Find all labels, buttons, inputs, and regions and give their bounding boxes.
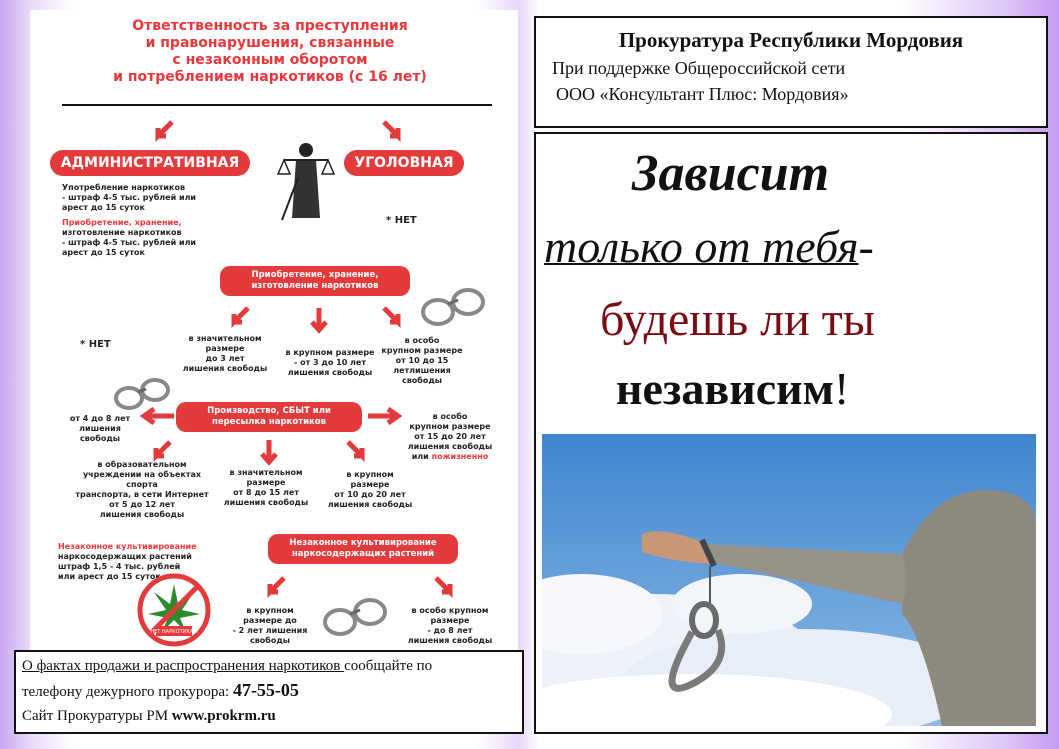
prod-edu-text: в образовательном учреждении на объектах спорта транспорта, в сети Интернет от 5 до 12 лет лишения свободы [75, 460, 209, 519]
cult-large-text: в крупном размере до - 2 лет лишения свободы [232, 606, 308, 645]
prod-left-text: от 4 до 8 лет лишения свободы [69, 414, 131, 443]
slogan-line-2: только от тебя- [544, 221, 874, 272]
contact-line-1: О фактах продажи и распространения наркотиков сообщайте по [22, 658, 433, 674]
slogan-line-1: Зависит [632, 145, 830, 202]
criminal-liability-label: УГОЛОВНАЯ [344, 150, 464, 176]
prod-right-text: в особо крупном размере от 15 до 20 лет лишения свободы или пожизненно [407, 412, 493, 461]
admin-acq-text: Приобретение, хранение, изготовление наркотиков - штраф 4-5 тыс. рублей или арест до 15 суток [62, 218, 197, 257]
prod-sig-text: в значительном размере от 8 до 15 лет лишения свободы [223, 468, 309, 507]
handcuffed-arm-photo [542, 434, 1036, 726]
slogan-box [534, 132, 1048, 734]
support-line-2: ООО «Консультант Плюс: Мордовия» [556, 84, 849, 104]
admin-none-note: * НЕТ [80, 339, 111, 350]
arrow-left-icon [140, 406, 176, 426]
acq-xlarge-text: в особо крупном размере от 10 до 15 летлишения свободы [381, 336, 463, 385]
cult-admin-text: Незаконное культивирование наркосодержащих растений штраф 1,5 - 4 тыс. рублей или арест до 15 суток [58, 542, 197, 581]
handcuffs-icon [418, 278, 488, 334]
slogan-line-3: будешь ли ты [600, 293, 876, 346]
stamp-text: НЕТ НАРКОТИКАМ [150, 629, 198, 635]
site-link[interactable]: www.prokrm.ru [171, 708, 276, 724]
admin-use-text: Употребление наркотиков - штраф 4-5 тыс. рублей или арест до 15 суток [62, 183, 197, 212]
phone-number: 47-55-05 [232, 680, 299, 700]
acq-sig-text: в значительном размере до 3 лет лишения свободы [182, 334, 268, 373]
arrow-down-icon [306, 306, 332, 336]
arrow-down-right-icon-2 [380, 306, 406, 332]
arrow-down-left-icon-2 [226, 306, 252, 332]
handcuffs-icon-3 [320, 588, 390, 644]
admin-liability-label: АДМИНИСТРАТИВНАЯ [50, 150, 250, 176]
arrow-right-icon [366, 406, 402, 426]
header-box [534, 16, 1048, 128]
prod-large-text: в крупном размере от 10 до 20 лет лишения свободы [327, 470, 413, 509]
arrow-down-right-icon-3 [344, 440, 370, 466]
arrow-down-left-icon [150, 120, 176, 146]
contact-line-3: Сайт Прокуратуры РМ www.prokrm.ru [22, 708, 276, 724]
arrow-down-right-icon-4 [432, 576, 458, 602]
cultivation-pill: Незаконное культивирование наркосодержащих растений [268, 534, 458, 564]
arrow-down-icon-2 [256, 438, 282, 468]
themis-icon [274, 138, 338, 222]
org-title: Прокуратура Республики Мордовия [618, 28, 964, 52]
contact-box [14, 650, 524, 734]
arrow-down-right-icon [380, 120, 406, 146]
acq-large-text: в крупном размере - от 3 до 10 лет лишения свободы [285, 348, 375, 377]
report-link[interactable]: О фактах продажи и распространения наркотиков [22, 658, 345, 674]
contact-line-2: телефону дежурного прокурора: 47-55-05 [22, 680, 299, 700]
no-drugs-stamp-icon [134, 570, 214, 650]
support-line-1: При поддержке Общероссийской сети [552, 58, 846, 78]
criminal-none-note: * НЕТ [386, 215, 417, 226]
slogan-line-4: независим! [616, 363, 850, 414]
poster-title: Ответственность за преступления и правонарушения, связанные с незаконным оборотом и потреблением наркотиков (с 16 лет) [113, 18, 427, 85]
acq-pill: Приобретение, хранение, изготовление наркотиков [220, 266, 410, 296]
production-pill: Производство, СБЫТ или пересылка наркотиков [176, 402, 362, 432]
arrow-down-left-icon-4 [262, 576, 288, 602]
drug-liability-poster [30, 10, 518, 650]
title-rule [62, 104, 492, 106]
cult-xlarge-text: в особо крупном размере - до 8 лет лишения свободы [407, 606, 493, 645]
